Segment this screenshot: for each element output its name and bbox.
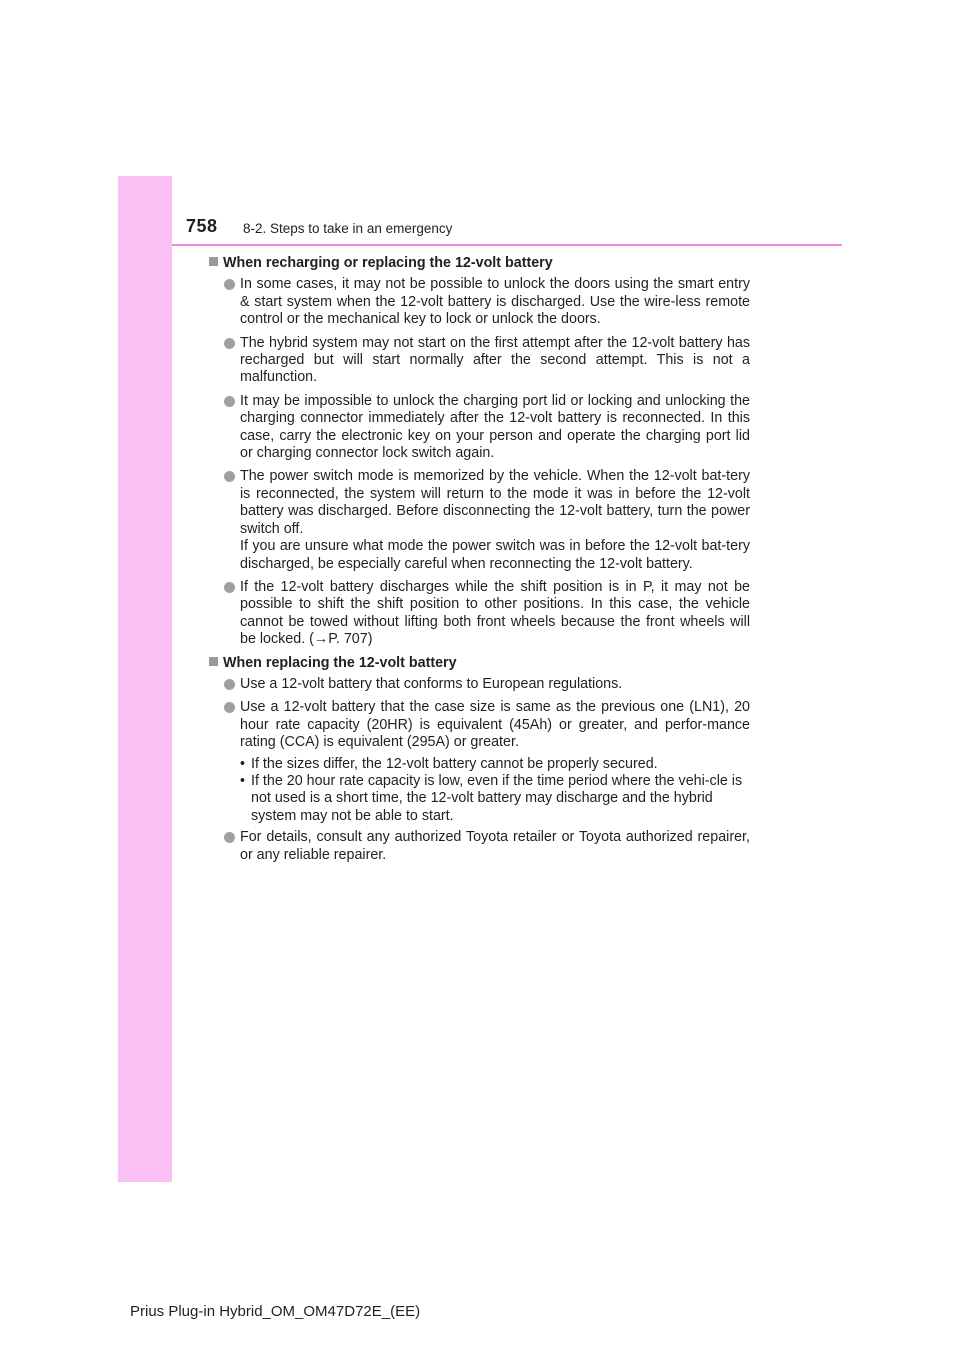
sub-list-item [240, 756, 750, 773]
list-item-text [240, 468, 750, 572]
page-content [209, 255, 750, 870]
list-item [224, 468, 750, 572]
square-bullet-icon [209, 257, 218, 266]
section-tab-band [118, 176, 172, 1182]
list-item-text: Use a 12-volt battery that the case size is same as the previous one (LN1), 20 hour rate capacity (20HR) is equivalent (45Ah) or greater, and perfor-mance rating (CCA) is equivalent (295A) or greater. [240, 699, 750, 751]
sub-list [240, 756, 750, 826]
list-item-text: For details, consult any authorized Toyota retailer or Toyota authorized repairer, or any reliable repairer. [240, 829, 750, 863]
circle-bullet-icon [224, 338, 235, 349]
square-bullet-icon [209, 657, 218, 666]
dot-bullet-icon: • [240, 772, 246, 789]
list-item [224, 579, 750, 649]
list-item [224, 393, 750, 463]
list-item-text: In some cases, it may not be possible to unlock the doors using the smart entry & start system when the 12-volt battery is discharged. Use the wire-less remote control or the mechanical key to lock or unlock the doors. [240, 276, 750, 328]
list-item-paragraph: The power switch mode is memorized by the vehicle. When the 12-volt bat-tery is reconnected, the system will return to the mode it was in before the 12-volt battery was discharged. Before disconnecting the 12-volt battery, turn the power switch off. [240, 468, 750, 537]
list-item [224, 335, 750, 387]
circle-bullet-icon [224, 679, 235, 690]
circle-bullet-icon [224, 702, 235, 713]
sub-list-item-text: If the 20 hour rate capacity is low, even if the time period where the vehi-cle is not used is a short time, the 12-volt battery may discharge and the hybrid system may not be able to start. [251, 772, 743, 824]
list-item-text: It may be impossible to unlock the charging port lid or locking and unlocking the charging connector immediately after the 12-volt battery is reconnected. In this case, carry the electronic key on your person and operate the charging port lid or charging connector lock switch again. [240, 392, 750, 462]
dot-bullet-icon: • [240, 755, 246, 772]
header-rule [172, 244, 842, 246]
circle-bullet-icon [224, 279, 235, 290]
section-title: 8-2. Steps to take in an emergency [243, 221, 453, 236]
sub-list-item-text: If the sizes differ, the 12-volt battery cannot be properly secured. [251, 755, 658, 772]
section-heading [209, 655, 750, 672]
list-item-paragraph: If you are unsure what mode the power switch was in before the 12-volt bat-tery discharged, be especially careful when reconnecting the 12-volt battery. [240, 538, 750, 572]
section-heading [209, 255, 750, 272]
page-number: 758 [186, 216, 218, 236]
document-footer: Prius Plug-in Hybrid_OM_OM47D72E_(EE) [130, 1303, 421, 1320]
list-item [224, 829, 750, 864]
heading-text: When recharging or replacing the 12-volt battery [223, 255, 553, 271]
circle-bullet-icon [224, 471, 235, 482]
circle-bullet-icon [224, 582, 235, 593]
circle-bullet-icon [224, 832, 235, 843]
heading-text: When replacing the 12-volt battery [223, 654, 457, 671]
list-item-text: The hybrid system may not start on the first attempt after the 12-volt battery has recharged but will start normally after the second attempt. This is not a malfunction. [240, 334, 750, 386]
list-item [224, 676, 750, 693]
list-item-text: If the 12-volt battery discharges while the shift position is in P, it may not be possible to shift the shift position to other positions. In this case, the vehicle cannot be towed without lifting both front wheels because the front wheels will be locked. (→P. 707) [240, 578, 750, 648]
sub-list-item [240, 773, 750, 825]
list-item-text: Use a 12-volt battery that conforms to European regulations. [240, 675, 623, 692]
list-item [224, 699, 750, 751]
circle-bullet-icon [224, 396, 235, 407]
list-item [224, 276, 750, 328]
